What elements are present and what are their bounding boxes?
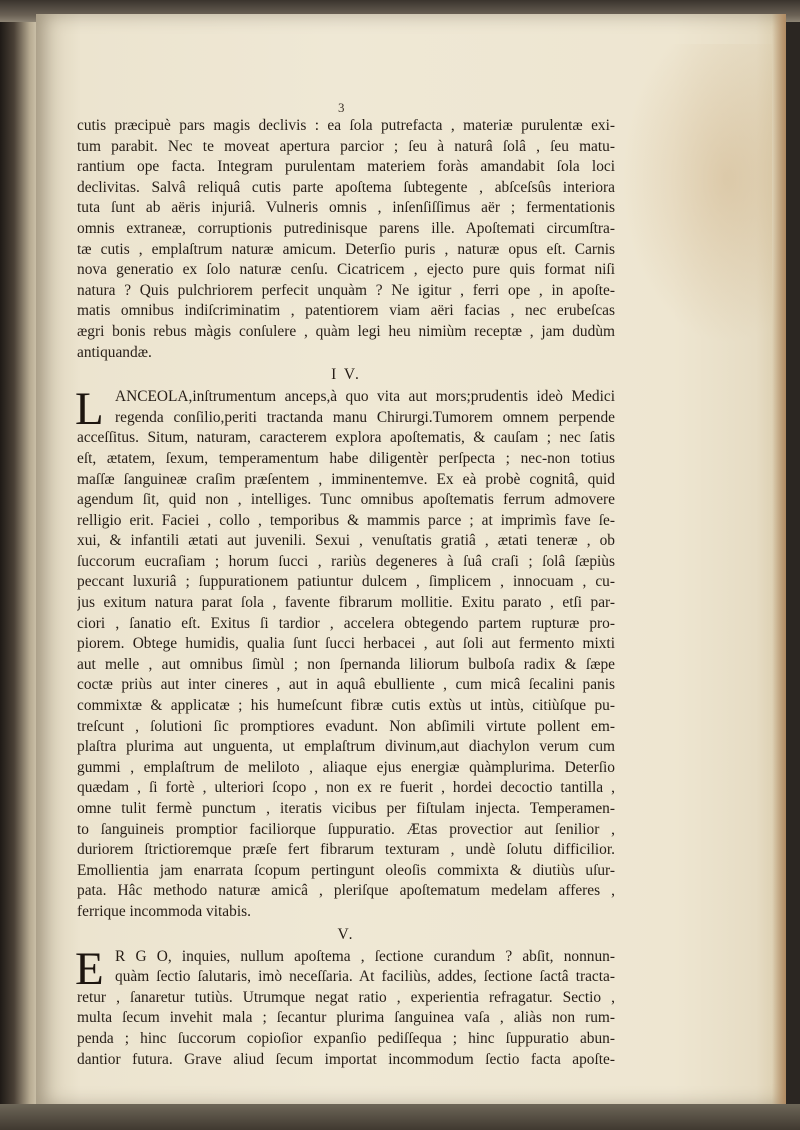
text-line: antiquandæ. bbox=[77, 343, 152, 361]
text-line: dantior futura. Grave aliud ſecum importat incommodum ſectio facta apoſte- bbox=[77, 1050, 615, 1068]
text-line: quàm ſectio ſalutaris, imò neceſſaria. At faciliùs, addes, ſectione ſactâ tracta- bbox=[115, 968, 615, 986]
text-line: maſſæ ſanguineæ craſim præſentem , imminentemve. Ex eà probè cognitâ, quid bbox=[77, 470, 615, 488]
text-line: R G O, inquies, nullum apoſtema , ſectione curandum ? abſit, nonnun- bbox=[115, 947, 615, 965]
text-line: plaſtra plurima aut unguenta, ut emplaſtrum divinum,aut diachylon verum cum bbox=[77, 738, 615, 756]
page-stain bbox=[622, 44, 772, 344]
text-line: ferrique incommoda vitabis. bbox=[77, 902, 251, 920]
text-line: natura ? Quis pulchriorem perfecit unquàm ? Ne igitur , ferri ope , in apoſte- bbox=[77, 281, 615, 299]
text-line: acceſſitus. Situm, naturam, caracterem explora apoſtematis, & cauſam ; nec ſatis bbox=[77, 429, 615, 447]
text-line: gummi , emplaſtrum de meliloto , aliaque ejus energiæ quàmplurima. Deterſio bbox=[77, 758, 615, 776]
book-spine-shadow bbox=[0, 0, 40, 1130]
section-heading-iv: I V. bbox=[331, 366, 361, 384]
text-line: aut melle , aut omnibus ſimùl ; non ſpernanda liliorum bulboſa radix & ſæpe bbox=[77, 655, 615, 673]
text-line: to ſanguineis promptior faciliorque ſuppuratio. Ætas provectior aut ſenilior , bbox=[77, 820, 615, 838]
drop-cap-e: E bbox=[75, 942, 104, 995]
text-line: retur , ſanaretur tutiùs. Utrumque negat ratio , experientia refragatur. Sectio , bbox=[77, 988, 615, 1006]
section-heading-v: V. bbox=[337, 925, 355, 943]
text-line: relligio erit. Faciei , collo , temporibus & mammis parce ; at imprimìs fave ſe- bbox=[77, 511, 615, 529]
page-text-block bbox=[77, 116, 615, 1070]
text-line: ſuccorum eucraſiam ; horum ſucci , rariùs degeneres à ſuâ craſi ; ſolâ ſæpiùs bbox=[77, 552, 615, 570]
text-line: nova generatio ex ſolo naturæ cenſu. Cicatricem , ejecto pure quis format niſi bbox=[77, 261, 615, 279]
text-line: eſt, ætatem, ſexum, temperamentum habe diligentèr perſpecta ; nec-non totius bbox=[77, 449, 615, 467]
drop-cap-l: L bbox=[75, 383, 104, 436]
text-line: rantium ope facta. Integram purulentam materiem foràs amandabit ſola loci bbox=[77, 158, 615, 176]
text-line: matis omnibus indiſcriminatim , patentiorem viam aëri facias , nec erubeſcas bbox=[77, 302, 615, 320]
text-line: tuta ſunt ab aëris injuriâ. Vulneris omnis , inſenſiſſimus aër ; fermentationis bbox=[77, 199, 615, 217]
text-line: coctæ priùs aut inter cineres , aut in aquâ ebulliente , cum micâ ſecalini panis bbox=[77, 676, 615, 694]
text-line: jus exitum natura parat ſola , favente fibrarum mollitie. Exitu parato , etſi par- bbox=[77, 594, 615, 612]
text-line: cutis præcipuè pars magis declivis : ea ſola putrefacta , materiæ purulentæ exi- bbox=[77, 117, 615, 134]
text-line: regenda conſilio,periti tractanda manu Chirurgi.Tumorem omnem perpende bbox=[115, 408, 615, 426]
text-line: omne tulit fermè punctum , iteratis vicibus per fiſtulam injecta. Temperamen- bbox=[77, 800, 615, 817]
text-line: penda ; hinc ſuccorum copioſior expanſio pediſſequa ; hinc ſuppuratio abun- bbox=[77, 1029, 615, 1047]
text-line: omnis extraneæ, corruptionis putredinisque parens ille. Apoſtemati circumſtra- bbox=[77, 219, 615, 237]
text-line: agendum ſit, quid non , intelliges. Tunc omnibus apoſtematis ferrum admovere bbox=[77, 491, 615, 509]
text-line: piorem. Obtege humidis, qualia ſunt ſucci herbacei , aut ſoli aut fermento mixti bbox=[77, 635, 615, 653]
section-iv-paragraph bbox=[75, 383, 615, 922]
text-line: duriorem ſtrictioremque præſe fert fibrarum texturam , undè ſolutu difficilior. bbox=[77, 841, 615, 859]
text-line: xui, & infantili ætati aut juvenili. Sexui , venuſtatis gratiâ , ætati teneræ , ob bbox=[77, 532, 615, 550]
page-right-edge bbox=[772, 14, 786, 1106]
scan-bottom-edge bbox=[0, 1104, 800, 1130]
text-line: declivitas. Salvâ reliquâ cutis parte apoſtema ſubtegente , abſceſsûs interiora bbox=[77, 178, 615, 196]
text-line: ANCEOLA,inſtrumentum anceps,à quo vita aut mors;prudentis ideò Medici bbox=[115, 388, 615, 406]
text-line: peccant luxuriâ ; ſuppurationem patiuntur dulcem , ſimplicem , innocuam , cu- bbox=[77, 573, 615, 591]
text-line: multa ſecum invehit mala ; ſecantur plurima ſanguinea vaſa , aliàs non rum- bbox=[77, 1009, 615, 1027]
text-line: commixtæ & applicatæ ; his humeſcunt fibræ cutis extùs ut intùs, citiùſque pu- bbox=[77, 697, 615, 715]
text-line: Emollientia jam enarrata ſcopum pertingunt oleoſis commixta & diutiùs uſur- bbox=[77, 861, 615, 879]
text-line: treſcunt , ſolutioni ſic promptiores evadunt. Non abſimili virtute pollent em- bbox=[77, 717, 615, 735]
text-line: tæ cutis , emplaſtrum naturæ amicum. Deterſio puris , naturæ opus eſt. Carnis bbox=[77, 240, 615, 258]
page-signature-mark: 3 bbox=[338, 100, 345, 115]
text-line: tum parabit. Nec te moveat apertura parcior ; ſeu à naturâ ſolâ , ſeu matu- bbox=[77, 137, 615, 155]
text-line: ægri bonis rebus màgis conſulere , quàm legi heu nimiùm receptæ , jam dudùm bbox=[77, 322, 615, 340]
text-line: quædam , ſi fortè , ulteriori ſcopo , non ex re fuerit , hordei decoctio tantilla , bbox=[77, 779, 615, 797]
text-line: pata. Hâc methodo naturæ amicâ , pleriſque apoſtematum medelam afferes , bbox=[77, 882, 615, 900]
intro-paragraph bbox=[77, 116, 615, 363]
section-v-paragraph bbox=[75, 942, 615, 1071]
text-line: ciori , ſanatio eſt. Exitus ſi tardior , accelera obtegendo partem rupturæ pro- bbox=[77, 614, 615, 632]
